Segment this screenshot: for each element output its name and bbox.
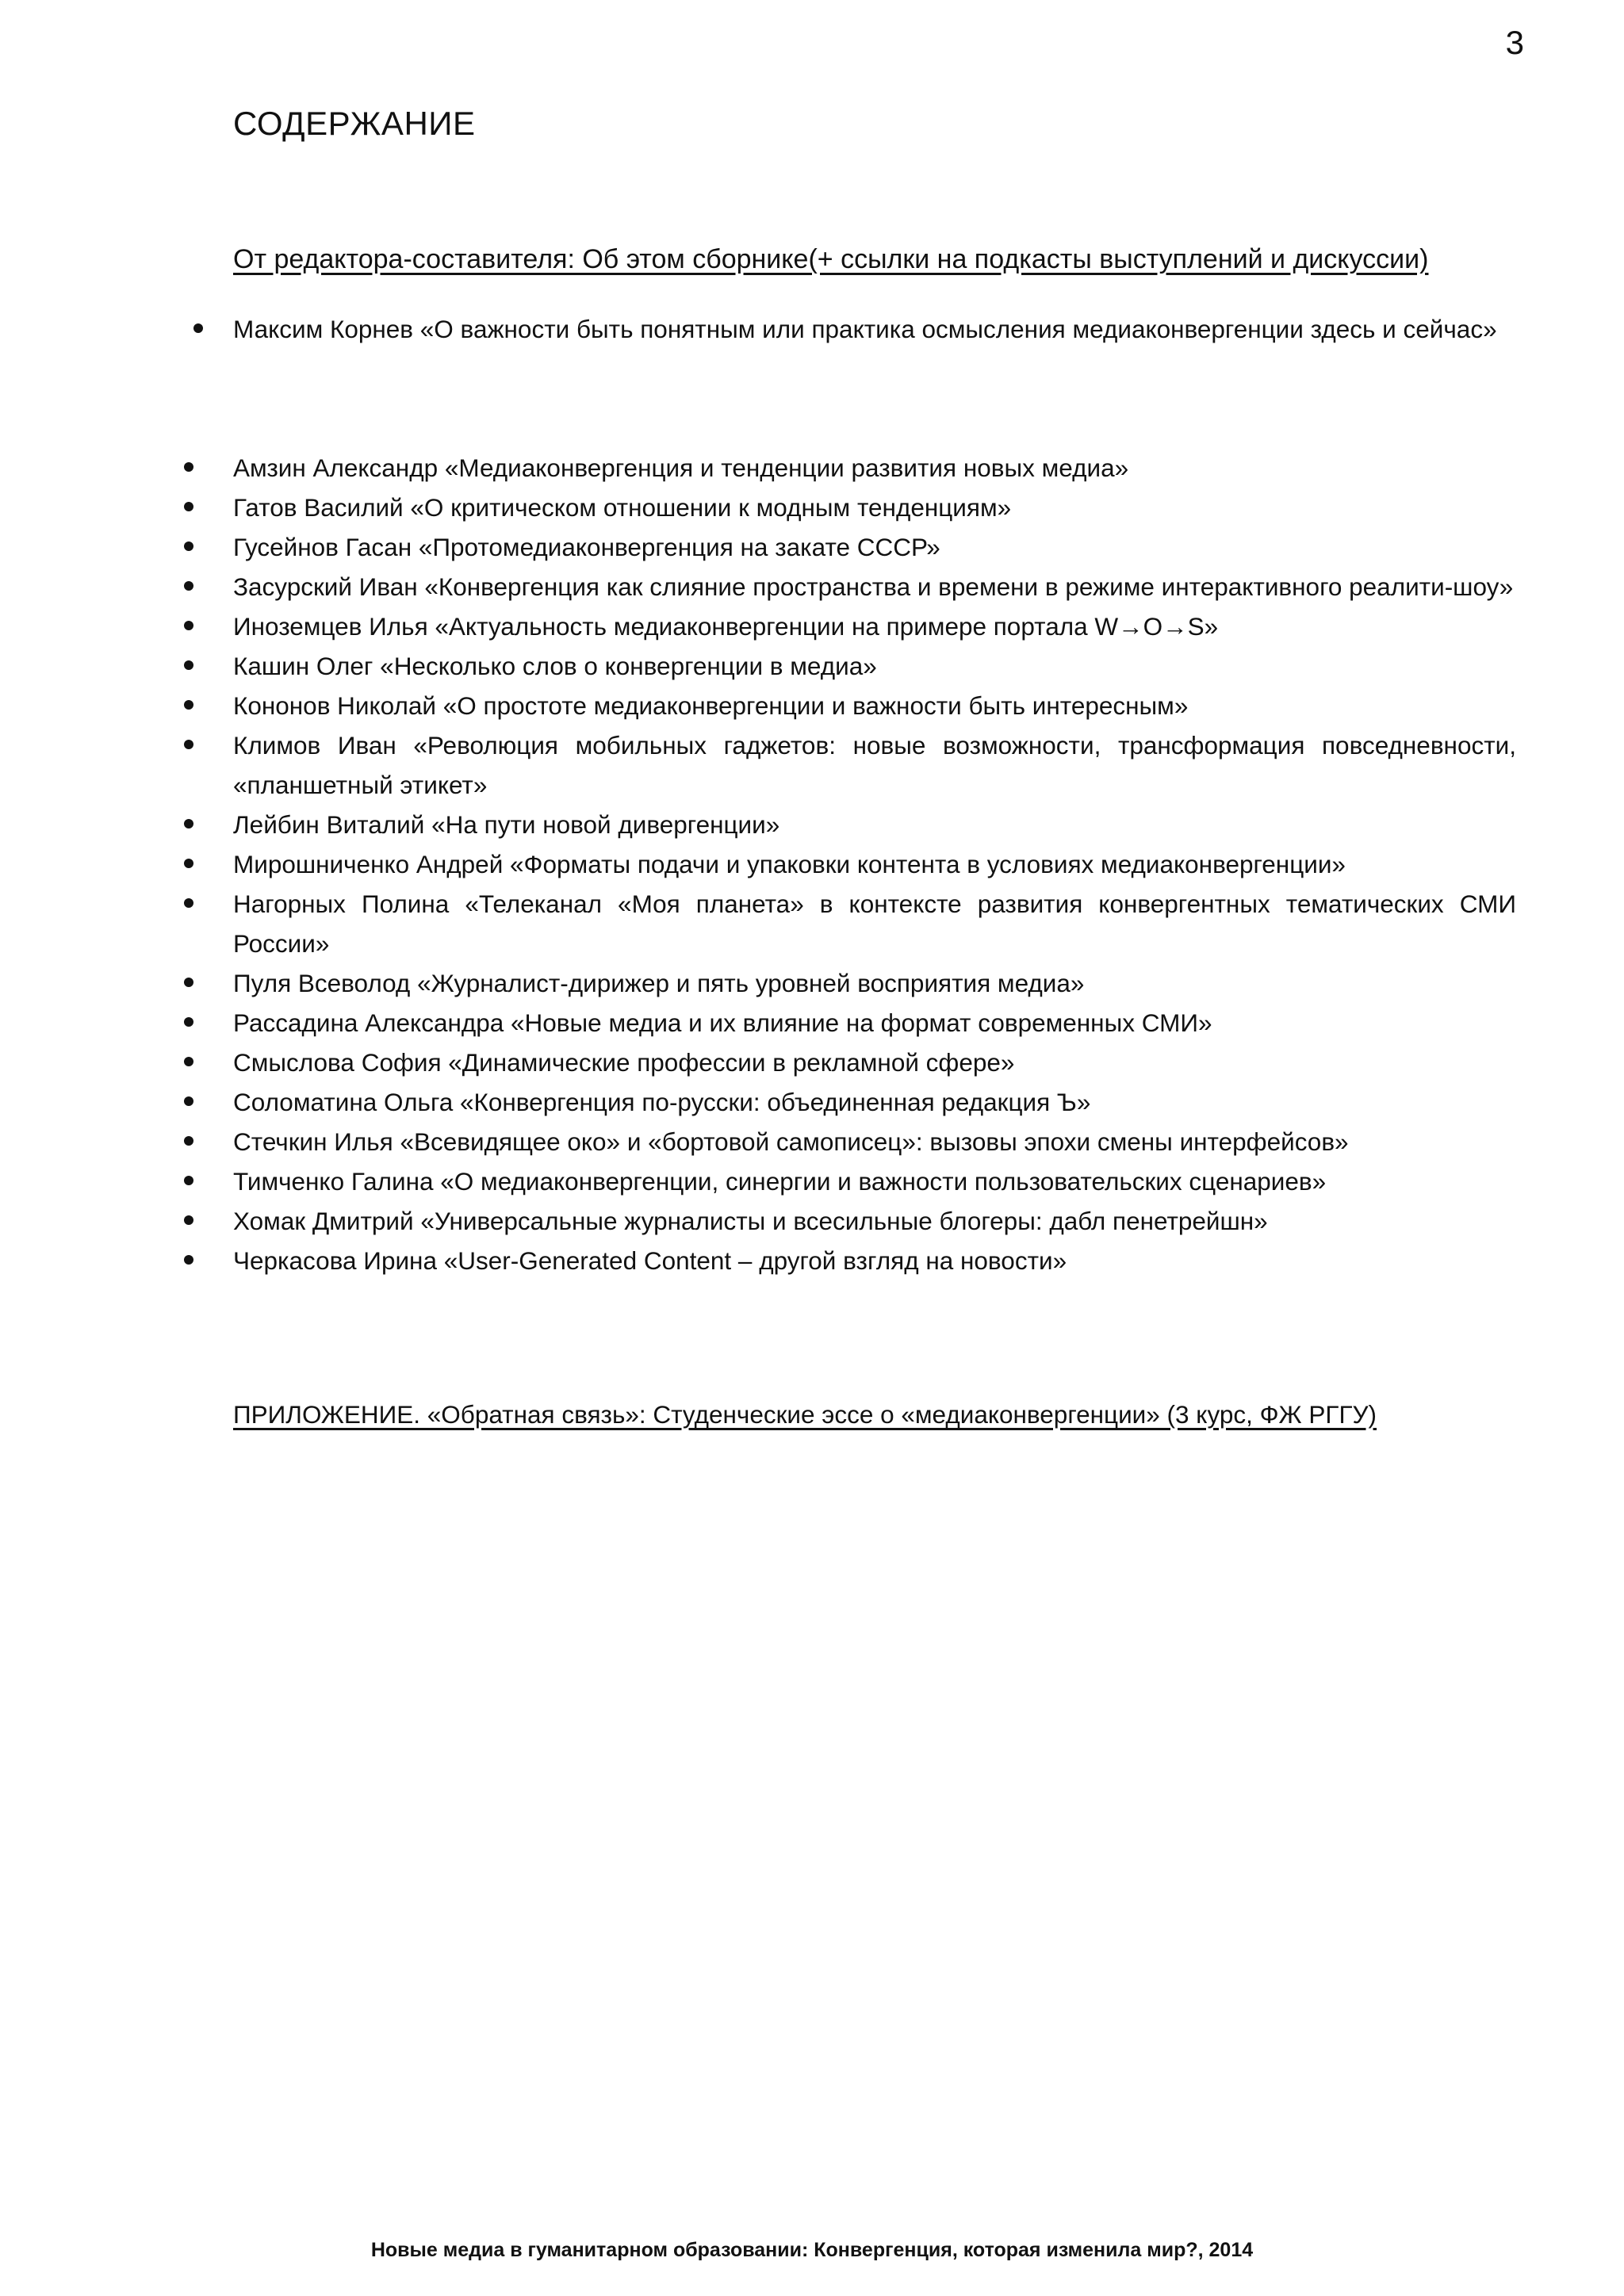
toc-item[interactable] [184,567,1516,607]
toc-item-label: Мирошниченко Андрей «Форматы подачи и упаковки контента в условиях медиаконвергенции» [233,850,1346,878]
bullet-icon [184,1215,193,1225]
toc-item[interactable] [184,963,1516,1003]
page-footer: Новые медиа в гуманитарном образовании: Конвергенция, которая изменила мир?, 2014 [370,2239,1254,2261]
bullet-icon [184,581,193,591]
toc-item[interactable] [184,448,1516,488]
toc-item[interactable] [184,488,1516,527]
bullet-icon [184,462,193,472]
toc-item-label: Пуля Всеволод «Журналист-дирижер и пять уровней восприятия медиа» [233,969,1085,997]
bullet-icon [184,898,193,908]
bullet-icon [184,502,193,511]
toc-item-label: Тимченко Галина «О медиаконвергенции, синергии и важности пользовательских сценариев» [233,1167,1327,1196]
toc-item[interactable] [184,527,1516,567]
toc-item-label: Иноземцев Илья «Актуальность медиаконвергенции на примере портала W→O→S» [233,612,1219,641]
toc-item[interactable] [184,1201,1516,1241]
appendix-link[interactable]: ПРИЛОЖЕНИЕ. «Обратная связь»: Студенческие эссе о «медиаконвергенции» (3 курс, ФЖ РГГУ) [233,1400,1377,1429]
bullet-icon [184,859,193,868]
toc-item[interactable] [184,1161,1516,1201]
toc-list [184,448,1516,1280]
toc-item-label: Черкасова Ирина «User-Generated Content – другой взгляд на новости» [233,1246,1067,1275]
toc-item-label: Стечкин Илья «Всевидящее око» и «бортовой самописец»: вызовы эпохи смены интерфейсов» [233,1127,1349,1156]
bullet-icon [184,1096,193,1106]
toc-item[interactable] [184,805,1516,844]
toc-item-label: Засурский Иван «Конвергенция как слияние пространства и времени в режиме интерактивного реалити-шоу» [233,572,1514,601]
editor-foreword-link[interactable]: От редактора-составителя: Об этом сборнике(+ ссылки на подкасты выступлений и дискуссии) [233,244,1429,274]
toc-item-label: Хомак Дмитрий «Универсальные журналисты и всесильные блогеры: дабл пенетрейшн» [233,1207,1268,1235]
bullet-icon [193,323,203,333]
toc-item-label: Максим Корнев «О важности быть понятным или практика осмысления медиаконвергенции здесь и сейчас» [233,315,1497,343]
intro-list [184,309,1516,349]
bullet-icon [184,819,193,828]
bullet-icon [184,978,193,987]
toc-item-label: Нагорных Полина «Телеканал «Моя планета» в контексте развития конвергентных тематических СМИ России» [233,890,1516,958]
bullet-icon [184,660,193,670]
bullet-icon [184,621,193,630]
toc-item[interactable] [184,1122,1516,1161]
toc-item[interactable] [184,725,1516,805]
bullet-icon [184,1255,193,1265]
toc-item-label: Лейбин Виталий «На пути новой дивергенции» [233,810,780,839]
bullet-icon [184,700,193,710]
toc-item[interactable] [184,884,1516,963]
toc-item[interactable] [184,1082,1516,1122]
toc-item-label: Соломатина Ольга «Конвергенция по-русски: объединенная редакция Ъ» [233,1088,1091,1116]
toc-item[interactable] [184,844,1516,884]
toc-item[interactable] [184,646,1516,686]
toc-item-label: Кононов Николай «О простоте медиаконвергенции и важности быть интересным» [233,691,1189,720]
bullet-icon [184,1057,193,1066]
toc-item-label: Смыслова София «Динамические профессии в рекламной сфере» [233,1048,1015,1077]
toc-item-label: Кашин Олег «Несколько слов о конвергенции в медиа» [233,652,877,680]
toc-item-label: Рассадина Александра «Новые медиа и их влияние на формат современных СМИ» [233,1008,1212,1037]
bullet-icon [184,740,193,749]
toc-item[interactable] [184,686,1516,725]
toc-item[interactable] [184,1003,1516,1043]
toc-item[interactable] [184,607,1516,646]
page-title: СОДЕРЖАНИЕ [233,105,476,142]
toc-item-label: Климов Иван «Революция мобильных гаджетов: новые возможности, трансформация повседневности, «планшетный этикет» [233,731,1516,799]
bullet-icon [184,1017,193,1027]
toc-item-intro[interactable] [184,309,1516,349]
toc-item[interactable] [184,1241,1516,1280]
bullet-icon [184,1136,193,1146]
bullet-icon [184,541,193,551]
toc-item-label: Амзин Александр «Медиаконвергенция и тенденции развития новых медиа» [233,453,1129,482]
page-number: 3 [1505,24,1524,61]
toc-item[interactable] [184,1043,1516,1082]
toc-item-label: Гатов Василий «О критическом отношении к модным тенденциям» [233,493,1012,522]
bullet-icon [184,1176,193,1185]
toc-item-label: Гусейнов Гасан «Протомедиаконвергенция на закате СССР» [233,533,940,561]
